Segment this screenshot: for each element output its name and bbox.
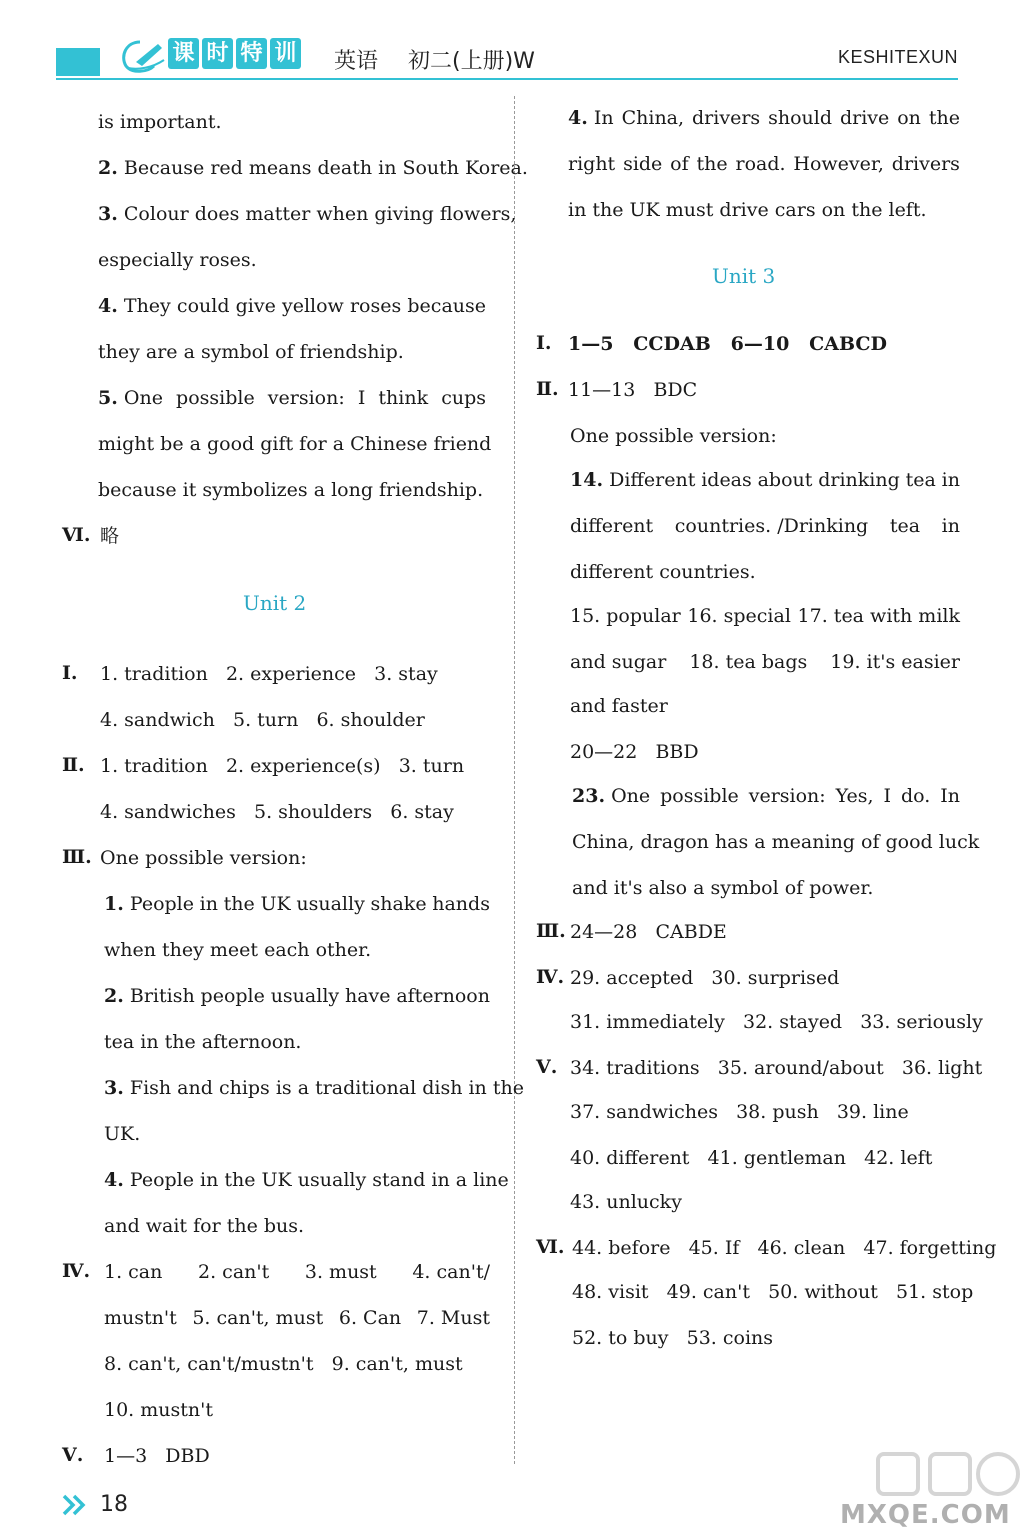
brand-logo-icon bbox=[118, 36, 168, 76]
answer-line: 48. visit 49. can't 50. without 51. stop bbox=[572, 1281, 974, 1303]
answer-line: 40. different 41. gentleman 42. left bbox=[570, 1147, 933, 1169]
answer-line: 44. before 45. If 46. clean 47. forgetting bbox=[572, 1237, 997, 1259]
answer-line: 1. tradition 2. experience 3. stay bbox=[100, 663, 438, 685]
grade-label: 初二(上册)W bbox=[408, 49, 535, 74]
answer-line: and faster bbox=[570, 695, 668, 717]
roman-numeral: Ⅵ. bbox=[536, 1236, 565, 1258]
roman-numeral: Ⅴ. bbox=[62, 1444, 84, 1466]
answer-line: 4. They could give yellow roses because bbox=[98, 295, 486, 317]
answer-line: 4. In China, drivers should drive on the bbox=[568, 107, 960, 129]
answer-line: 1. People in the UK usually shake hands bbox=[104, 893, 490, 915]
header-rule bbox=[56, 78, 958, 80]
unit-heading: Unit 3 bbox=[712, 264, 776, 288]
brand-title bbox=[168, 38, 301, 69]
answer-line: especially roses. bbox=[98, 249, 257, 271]
roman-numeral: Ⅲ. bbox=[62, 846, 92, 868]
answer-line: 4. People in the UK usually stand in a line bbox=[104, 1169, 509, 1191]
answer-line: they are a symbol of friendship. bbox=[98, 341, 404, 363]
answer-line: One possible version: bbox=[100, 847, 307, 869]
brand-char: 课 bbox=[168, 38, 199, 69]
roman-numeral: Ⅱ. bbox=[536, 378, 559, 400]
answer-line: 3. Fish and chips is a traditional dish in the bbox=[104, 1077, 524, 1099]
answer-line: right side of the road. However, drivers bbox=[568, 153, 960, 175]
roman-numeral: Ⅴ. bbox=[536, 1056, 558, 1078]
answer-line: and wait for the bus. bbox=[104, 1215, 305, 1237]
brand-char: 训 bbox=[270, 38, 301, 69]
answer-line: tea in the afternoon. bbox=[104, 1031, 302, 1053]
answer-line: 34. traditions 35. around/about 36. light bbox=[570, 1057, 983, 1079]
answer-line: 1—5 CCDAB 6—10 CABCD bbox=[568, 333, 888, 355]
answer-line: China, dragon has a meaning of good luck bbox=[572, 831, 980, 853]
answer-line: different countries. /Drinking tea in bbox=[570, 515, 960, 537]
double-chevron-icon bbox=[62, 1494, 88, 1516]
brand-char: 特 bbox=[236, 38, 267, 69]
answer-line: because it symbolizes a long friendship. bbox=[98, 479, 484, 501]
subject-label: 英语 bbox=[334, 49, 379, 74]
answer-line: is important. bbox=[98, 111, 222, 133]
answer-line: when they meet each other. bbox=[104, 939, 372, 961]
roman-numeral: Ⅰ. bbox=[62, 662, 78, 684]
answer-line: 略 bbox=[100, 525, 120, 547]
answer-line: 23. One possible version: Yes, I do. In bbox=[572, 785, 960, 807]
answer-line: and it's also a symbol of power. bbox=[572, 877, 874, 899]
answer-line: 3. Colour does matter when giving flowers, bbox=[98, 203, 517, 225]
answer-line: in the UK must drive cars on the left. bbox=[568, 199, 927, 221]
answer-line: 4. sandwiches 5. shoulders 6. stay bbox=[100, 801, 454, 823]
answer-line: UK. bbox=[104, 1123, 141, 1145]
answer-line: 1. tradition 2. experience(s) 3. turn bbox=[100, 755, 465, 777]
header-color-block bbox=[56, 48, 100, 76]
roman-numeral: Ⅵ. bbox=[62, 524, 91, 546]
roman-numeral: Ⅱ. bbox=[62, 754, 85, 776]
answer-line: 29. accepted 30. surprised bbox=[570, 967, 840, 989]
series-label: KESHITEXUN bbox=[837, 47, 958, 67]
answer-line: 1. can 2. can't 3. must 4. can't/ bbox=[104, 1261, 490, 1283]
roman-numeral: Ⅳ. bbox=[62, 1260, 91, 1282]
answer-line: and sugar 18. tea bags 19. it's easier bbox=[570, 651, 960, 673]
roman-numeral: Ⅰ. bbox=[536, 332, 552, 354]
column-divider bbox=[514, 96, 515, 1464]
roman-numeral: Ⅳ. bbox=[536, 966, 565, 988]
answer-line: 4. sandwich 5. turn 6. shoulder bbox=[100, 709, 425, 731]
unit-heading: Unit 2 bbox=[243, 591, 307, 615]
answer-line: 15. popular 16. special 17. tea with milk bbox=[570, 605, 960, 627]
answer-line: 2. British people usually have afternoon bbox=[104, 985, 490, 1007]
answer-line: 43. unlucky bbox=[570, 1191, 682, 1213]
answer-line: different countries. bbox=[570, 561, 756, 583]
answer-line: 11—13 BDC bbox=[568, 379, 698, 401]
answer-line: 8. can't, can't/mustn't 9. can't, must bbox=[104, 1353, 463, 1375]
answer-line: 1—3 DBD bbox=[104, 1445, 210, 1467]
brand-char: 时 bbox=[202, 38, 233, 69]
answer-line: might be a good gift for a Chinese friend bbox=[98, 433, 492, 455]
answer-line: 31. immediately 32. stayed 33. seriously bbox=[570, 1011, 983, 1033]
answer-line: 37. sandwiches 38. push 39. line bbox=[570, 1101, 909, 1123]
answer-line: 52. to buy 53. coins bbox=[572, 1327, 774, 1349]
answer-line: 5. One possible version: I think cups bbox=[98, 387, 486, 409]
answer-line: 14. Different ideas about drinking tea in bbox=[570, 469, 960, 491]
answer-line: One possible version: bbox=[570, 425, 777, 447]
answer-line: mustn't 5. can't, must 6. Can 7. Must bbox=[104, 1307, 490, 1329]
page-header bbox=[0, 0, 1034, 90]
watermark-url: MXQE.COM bbox=[840, 1500, 1011, 1530]
roman-numeral: Ⅲ. bbox=[536, 920, 566, 942]
answer-line: 20—22 BBD bbox=[570, 741, 699, 763]
answer-line: 10. mustn't bbox=[104, 1399, 213, 1421]
answer-line: 24—28 CABDE bbox=[570, 921, 727, 943]
answer-line: 2. Because red means death in South Korea. bbox=[98, 157, 528, 179]
page-number: 18 bbox=[100, 1492, 128, 1517]
